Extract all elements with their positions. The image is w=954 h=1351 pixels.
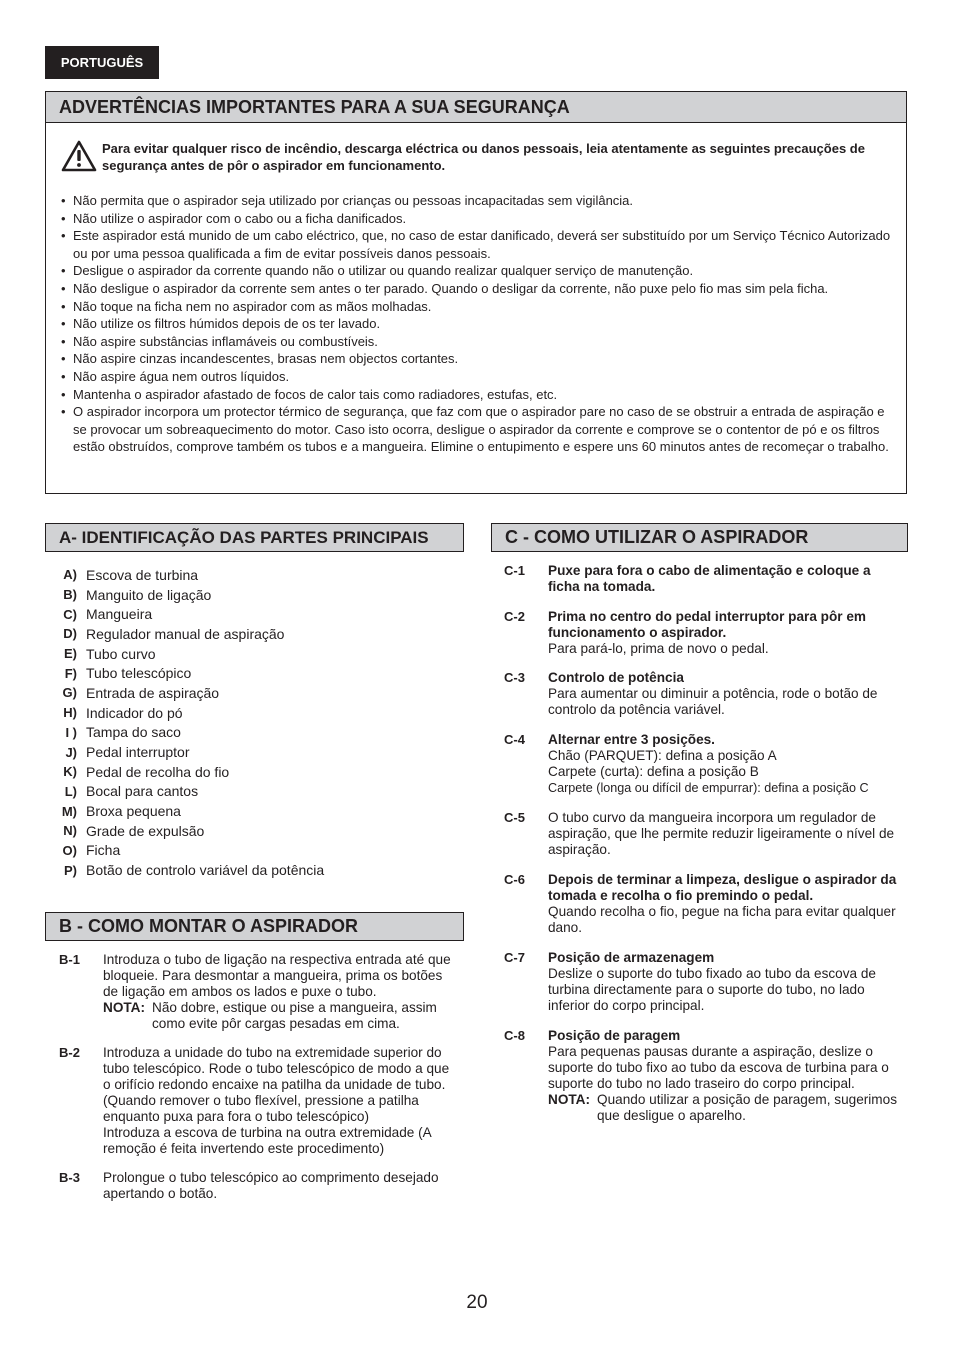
safety-bullet: • Não aspire substâncias inflamáveis ou combustíveis. (61, 333, 891, 351)
part-item (55, 703, 455, 723)
part-item (55, 860, 455, 880)
step-c4 (504, 732, 904, 796)
part-name: Indicador do pó (86, 704, 183, 721)
part-name: Regulador manual de aspiração (86, 625, 285, 642)
part-letter: C) (63, 606, 77, 622)
part-name: Tampa do saco (86, 724, 181, 741)
step-body (548, 732, 904, 796)
step-heading: Controlo de potência (548, 670, 684, 685)
step-heading: Posição de armazenagem (548, 950, 715, 965)
part-letter: I ) (65, 724, 77, 740)
usage-steps (504, 563, 904, 1124)
step-text: Quando recolha o fio, pegue na ficha para evitar qualquer dano. (548, 904, 896, 935)
part-letter: P) (64, 862, 77, 878)
part-letter: O) (62, 842, 77, 858)
part-name: Pedal interruptor (86, 744, 190, 761)
safety-bullet: • Não utilize os filtros húmidos depois de os ter lavado. (61, 315, 891, 333)
part-name: Ficha (86, 842, 121, 859)
section-c-title: C - COMO UTILIZAR O ASPIRADOR (491, 523, 908, 552)
step-text: Para pequenas pausas durante a aspiração, deslize o suporte do tubo fixo ao tubo da escova de turbina para o suporte do tubo no lado traseiro do corpo principal. (548, 1044, 889, 1091)
note-label: NOTA: (548, 1092, 591, 1107)
step-body (548, 670, 904, 718)
step-c2 (504, 609, 904, 657)
parts-list (55, 565, 455, 880)
step-body (103, 952, 454, 1032)
step-c1 (504, 563, 904, 595)
safety-bullet: • Mantenha o aspirador afastado de focos de calor tais como radiadores, estufas, etc. (61, 386, 891, 404)
part-item (55, 742, 455, 762)
part-letter: D) (63, 626, 77, 642)
section-a-title: A- IDENTIFICAÇÃO DAS PARTES PRINCIPAIS (45, 523, 464, 552)
step-body (103, 1045, 454, 1157)
part-letter: J) (65, 744, 77, 760)
safety-bullet: • O aspirador incorpora um protector térmico de segurança, que faz com que o aspirador pare no caso de se obstruir a entrada de aspiração e se provocar um sobreaquecimento do motor. Caso isto ocorra, desligue o aspirador da corrente e comprove se o contentor de pó e os filtros estão obstruídos, comprove também os tubos e a mangueira. Elimine o entupimento e espere uns 60 minutos antes de recomeçar o trabalho. (61, 403, 891, 456)
part-item (55, 821, 455, 841)
step-c8 (504, 1028, 904, 1124)
part-name: Entrada de aspiração (86, 684, 220, 701)
step-body (548, 872, 904, 936)
part-item (55, 841, 455, 861)
assembly-steps (59, 952, 454, 1202)
step-text: Introduza a unidade do tubo na extremidade superior do tubo telescópico. Rode o tubo telescópico de modo a que o orifício redondo encaixe na patilha da unidade de tubo. (Quando remover o tubo flexível, pressione a patilha enquanto puxa para fora o tubo telescópico) (103, 1045, 450, 1124)
warning-text: Para evitar qualquer risco de incêndio, descarga eléctrica ou danos pessoais, leia atentamente as seguintes precauções de segurança antes de pôr o aspirador em funcionamento. (102, 141, 865, 173)
step-code: C-6 (504, 872, 525, 887)
safety-bullet: • Desligue o aspirador da corrente quando não o utilizar ou quando realizar qualquer serviço de manutenção. (61, 262, 891, 280)
note-text: Não dobre, estique ou pise a mangueira, assim como evite pôr cargas pesadas em cima. (152, 1000, 437, 1031)
part-item (55, 585, 455, 605)
part-letter: A) (63, 567, 77, 583)
part-item (55, 801, 455, 821)
step-c7 (504, 950, 904, 1014)
position-b-line: Carpete (curta): defina a posição B (548, 764, 759, 779)
step-code: C-3 (504, 670, 525, 685)
part-name: Broxa pequena (86, 803, 181, 820)
part-name: Tubo curvo (86, 645, 156, 662)
safety-bullet: • Não utilize o aspirador com o cabo ou a ficha danificados. (61, 210, 891, 228)
safety-warnings-box (45, 91, 907, 494)
safety-bullet: • Este aspirador está munido de um cabo eléctrico, que, no caso de estar danificado, deverá ser substituído por um Serviço Técnico Autorizado ou por uma pessoa qualificada a fim de evitar possíveis danos pessoais. (61, 227, 891, 262)
step-heading: Alternar entre 3 posições. (548, 732, 715, 747)
step-code: C-1 (504, 563, 525, 578)
step-body (548, 609, 904, 657)
safety-bullet: • Não permita que o aspirador seja utilizado por crianças ou pessoas incapacitadas sem vigilância. (61, 192, 891, 210)
step-c6 (504, 872, 904, 936)
safety-title: ADVERTÊNCIAS IMPORTANTES PARA A SUA SEGURANÇA (46, 92, 906, 123)
part-name: Tubo telescópico (86, 665, 192, 682)
safety-bullet: • Não aspire cinzas incandescentes, brasas nem objectos cortantes. (61, 350, 891, 368)
step-b3 (59, 1170, 454, 1202)
step-b2 (59, 1045, 454, 1157)
step-code: C-7 (504, 950, 525, 965)
language-tag: PORTUGUÊS (45, 46, 159, 79)
step-text: Deslize o suporte do tubo fixado ao tubo da escova de turbina directamente para o suporte do tubo, no lado inferior do corpo principal. (548, 966, 876, 1013)
step-code: B-3 (59, 1170, 80, 1185)
part-letter: E) (64, 646, 77, 662)
step-body (548, 1028, 904, 1124)
step-code: B-2 (59, 1045, 80, 1060)
part-letter: M) (61, 803, 77, 819)
part-name: Escova de turbina (86, 566, 199, 583)
part-letter: B) (63, 587, 77, 603)
part-name: Bocal para cantos (86, 783, 199, 800)
step-c3 (504, 670, 904, 718)
step-text: Para pará-lo, prima de novo o pedal. (548, 641, 769, 656)
part-letter: N) (63, 823, 77, 839)
part-letter: H) (63, 705, 77, 721)
part-item (55, 604, 455, 624)
step-text: O tubo curvo da mangueira incorpora um regulador de aspiração, que lhe permite reduzir ligeiramente o nível de aspiração. (548, 810, 895, 857)
part-letter: L) (64, 783, 77, 799)
part-item (55, 683, 455, 703)
safety-bullet: • Não desligue o aspirador da corrente sem antes o ter parado. Quando o desligar da corrente, não puxe pelo fio mas sim pela ficha. (61, 280, 891, 298)
part-name: Grade de expulsão (86, 822, 205, 839)
part-item (55, 762, 455, 782)
part-item (55, 723, 455, 743)
step-heading: Prima no centro do pedal interruptor para pôr em funcionamento o aspirador. (548, 609, 866, 640)
part-letter: F) (64, 665, 77, 681)
part-name: Manguito de ligação (86, 586, 212, 603)
part-item (55, 663, 455, 683)
note (103, 1000, 454, 1032)
step-text-2: Introduza a escova de turbina na outra extremidade (A remoção é feita invertendo este procedimento) (103, 1125, 431, 1156)
part-letter: G) (62, 685, 77, 701)
position-c-line: Carpete (longa ou difícil de empurrar): defina a posição C (548, 781, 869, 795)
page-number: 20 (466, 1292, 488, 1313)
step-code: C-2 (504, 609, 525, 624)
step-code: C-5 (504, 810, 525, 825)
step-body (548, 950, 904, 1014)
part-name: Botão de controlo variável da potência (86, 862, 325, 879)
part-item (55, 782, 455, 802)
safety-bullet-list (61, 192, 891, 456)
safety-bullet: • Não aspire água nem outros líquidos. (61, 368, 891, 386)
section-b-title: B - COMO MONTAR O ASPIRADOR (45, 912, 464, 941)
step-text: Prolongue o tubo telescópico ao comprimento desejado apertando o botão. (103, 1170, 439, 1201)
note-label: NOTA: (103, 1000, 146, 1015)
note (548, 1092, 904, 1124)
step-b1 (59, 952, 454, 1032)
part-name: Mangueira (86, 606, 153, 623)
step-heading: Posição de paragem (548, 1028, 681, 1043)
warning-triangle-icon (61, 140, 97, 172)
step-heading: Puxe para fora o cabo de alimentação e coloque a ficha na tomada. (548, 563, 871, 594)
part-item (55, 624, 455, 644)
warning-notice (61, 140, 891, 174)
part-name: Pedal de recolha do fio (86, 763, 230, 780)
step-c5 (504, 810, 904, 858)
part-letter: K) (63, 764, 77, 780)
step-heading: Depois de terminar a limpeza, desligue o aspirador da tomada e recolha o fio premindo o pedal. (548, 872, 897, 903)
part-item (55, 565, 455, 585)
step-code: C-4 (504, 732, 525, 747)
step-code: C-8 (504, 1028, 525, 1043)
step-code: B-1 (59, 952, 80, 967)
part-item (55, 644, 455, 664)
step-text: Para aumentar ou diminuir a potência, rode o botão de controlo da potência variável. (548, 686, 878, 717)
step-text: Introduza o tubo de ligação na respectiva entrada até que bloqueie. Para desmontar a mangueira, prima os botões de ligação em ambos os lados e puxe o tubo. (103, 952, 451, 999)
safety-bullet: • Não toque na ficha nem no aspirador com as mãos molhadas. (61, 298, 891, 316)
note-text: Quando utilizar a posição de paragem, sugerimos que desligue o aparelho. (597, 1092, 897, 1123)
position-a-line: Chão (PARQUET): defina a posição A (548, 748, 777, 763)
